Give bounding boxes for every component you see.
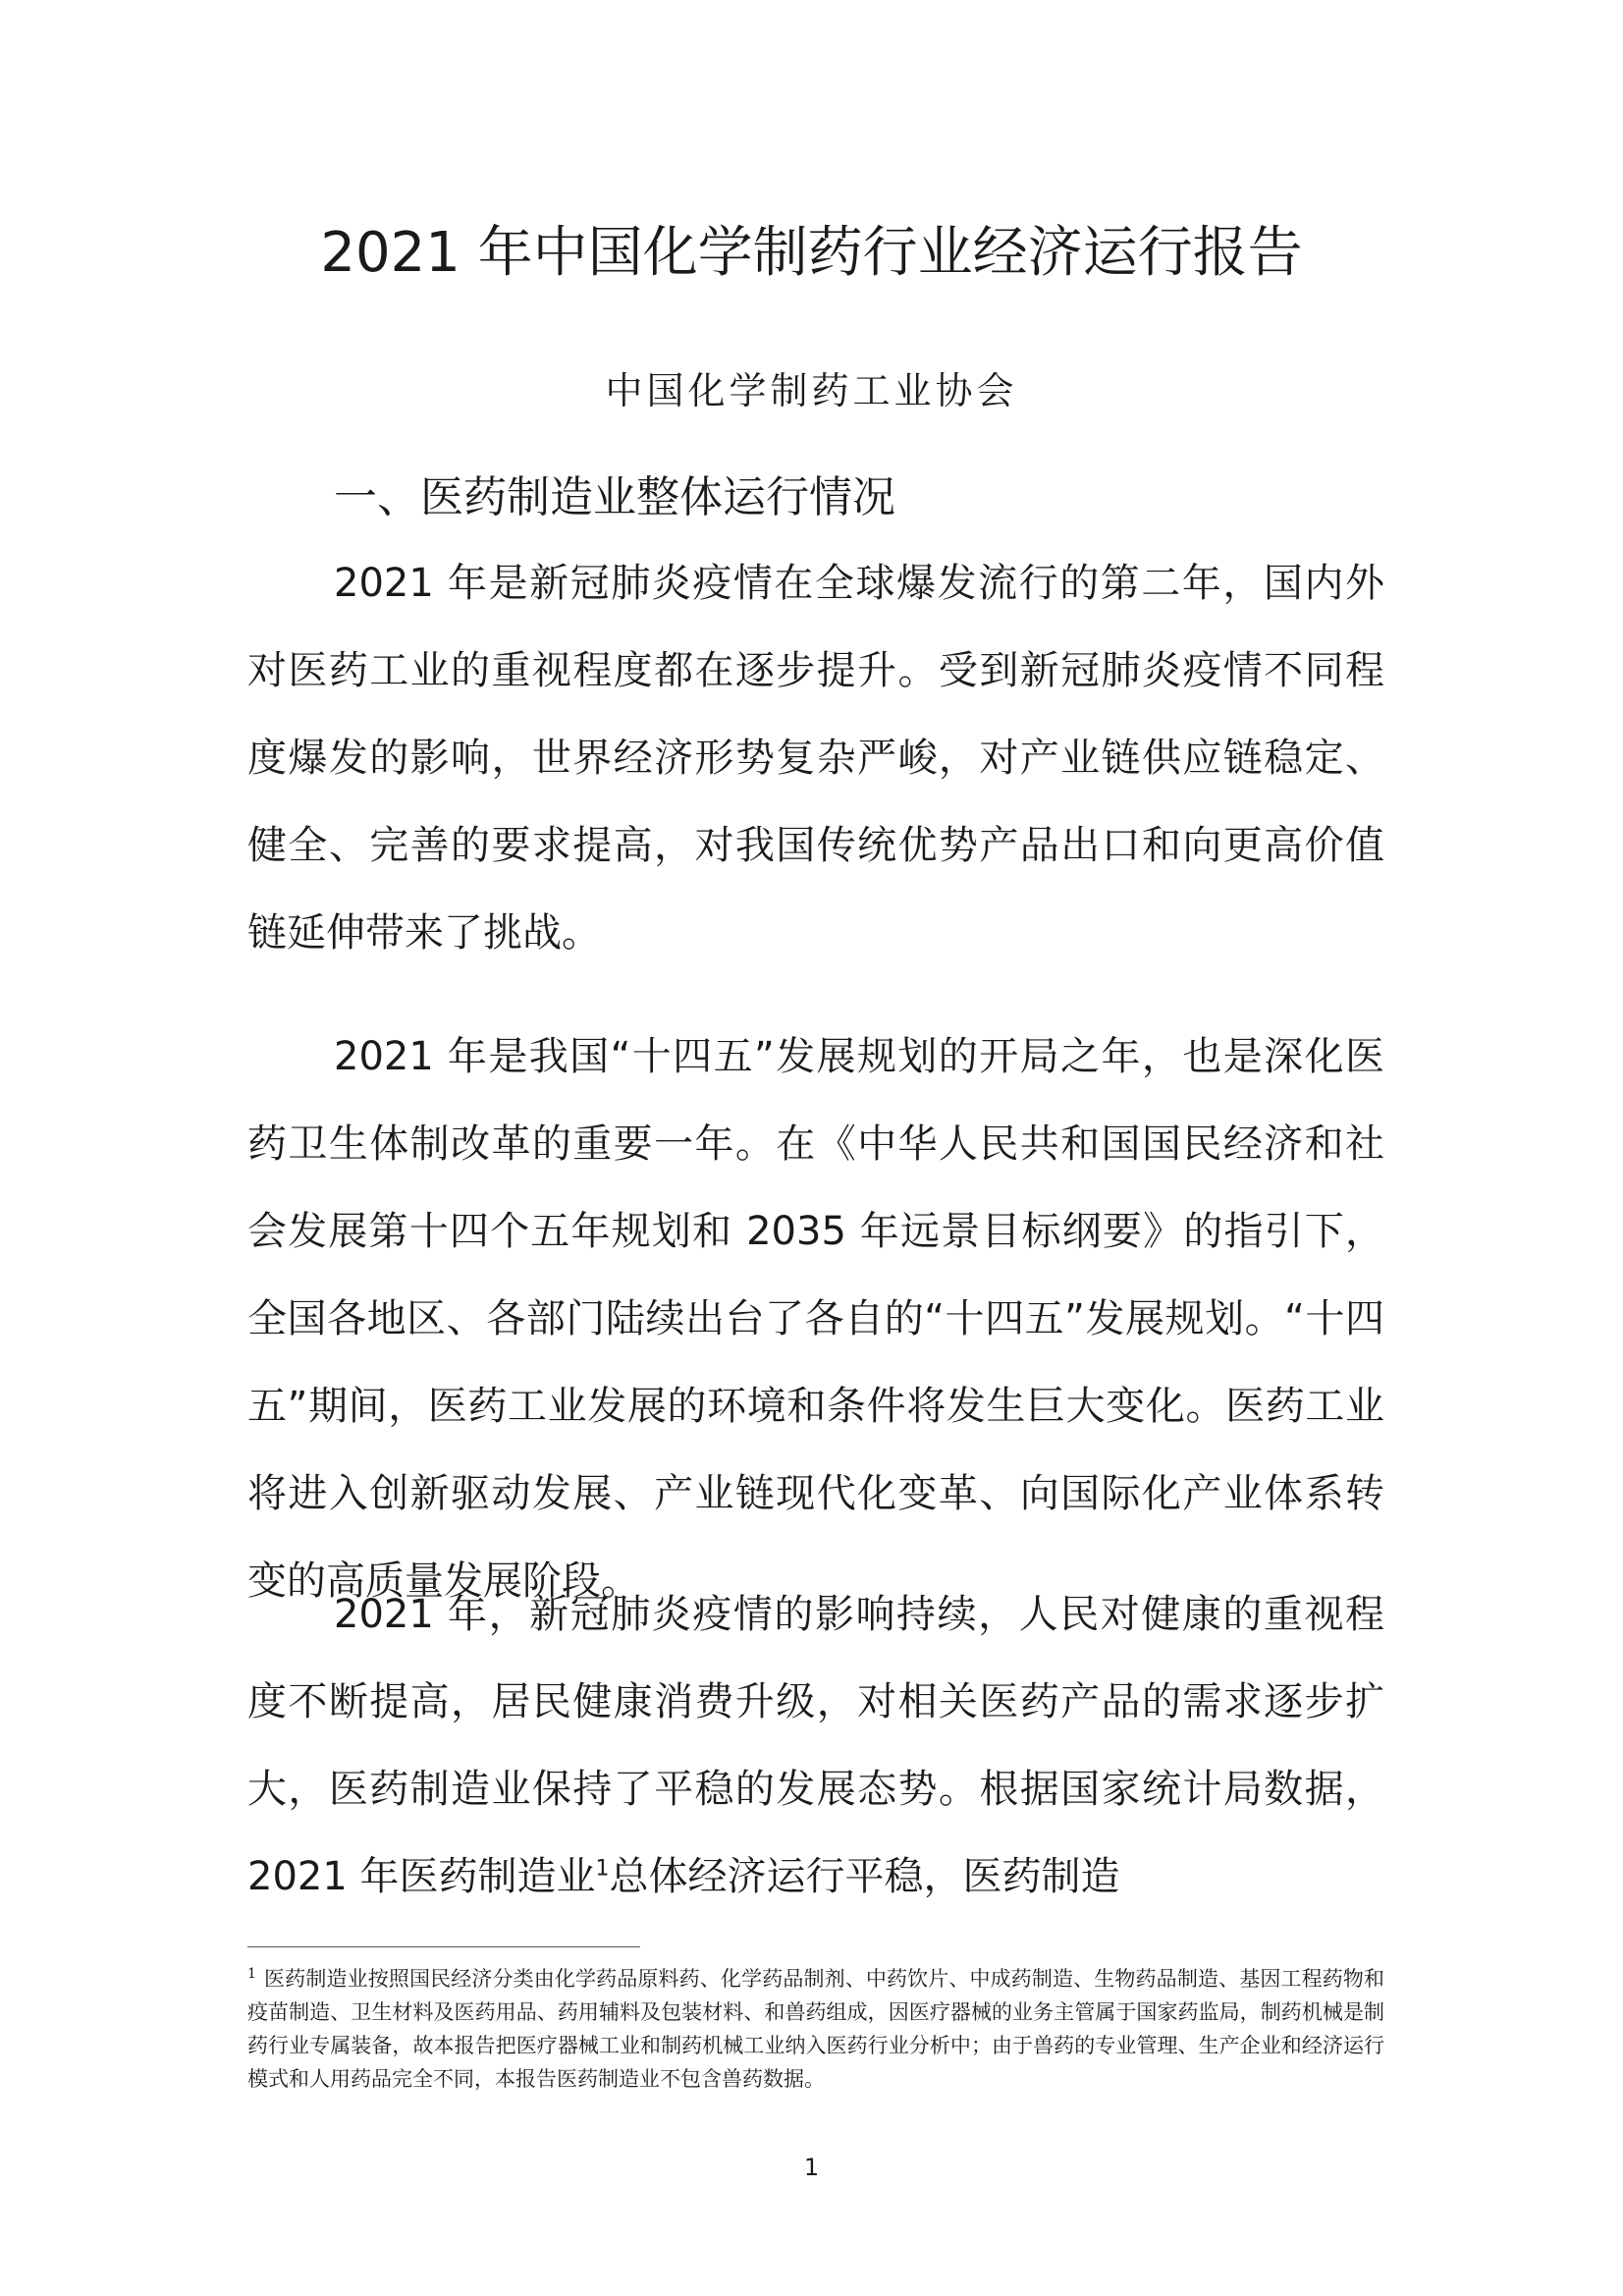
- paragraph-3-text-before-ref: 2021 年，新冠肺炎疫情的影响持续，人民对健康的重视程度不断提高，居民健康消费升级，对相关医药产品的需求逐步扩大，医药制造业保持了平稳的发展态势。根据国家统计局数据，2021 年医药制造业: [247, 1592, 1384, 1899]
- page-number: 1: [803, 2154, 820, 2181]
- footnote-divider: [247, 1946, 640, 1947]
- section-heading: 一、医药制造业整体运行情况: [334, 472, 895, 522]
- footnote: [247, 1962, 1384, 2096]
- body-paragraph-3: [247, 1571, 1384, 1921]
- footnote-reference[interactable]: 1: [595, 1856, 610, 1882]
- document-author: 中国化学制药工业协会: [605, 369, 1018, 412]
- body-paragraph-1: 2021 年是新冠肺炎疫情在全球爆发流行的第二年，国内外对医药工业的重视程度都在逐步提升。受到新冠肺炎疫情不同程度爆发的影响，世界经济形势复杂严峻，对产业链供应链稳定、健全、完善的要求提高，对我国传统优势产品出口和向更高价值链延伸带来了挑战。: [247, 561, 1384, 956]
- footnote-text: 医药制造业按照国民经济分类由化学药品原料药、化学药品制剂、中药饮片、中成药制造、生物药品制造、基因工程药物和疫苗制造、卫生材料及医药用品、药用辅料及包装材料、和兽药组成，因医疗器械的业务主管属于国家药监局，制药机械是制药行业专属装备，故本报告把医疗器械工业和制药机械工业纳入医药行业分析中；由于兽药的专业管理、生产企业和经济运行模式和人用药品完全不同，本报告医药制造业不包含兽药数据。: [247, 1967, 1384, 2091]
- footnote-mark: 1: [247, 1966, 256, 1982]
- document-title: 2021 年中国化学制药行业经济运行报告: [320, 221, 1303, 285]
- paragraph-3-text-after-ref: 总体经济运行平稳，医药制造: [609, 1854, 1120, 1899]
- body-paragraph-2: 2021 年是我国“十四五”发展规划的开局之年，也是深化医药卫生体制改革的重要一年。在《中华人民共和国国民经济和社会发展第十四个五年规划和 2035 年远景目标纲要》的指引下，全国各地区、各部门陆续出台了各自的“十四五”发展规划。“十四五”期间，医药工业发展的环境和条件将发生巨大变化。医药工业将进入创新驱动发展、产业链现代化变革、向国际化产业体系转变的高质量发展阶段。: [247, 1034, 1384, 1604]
